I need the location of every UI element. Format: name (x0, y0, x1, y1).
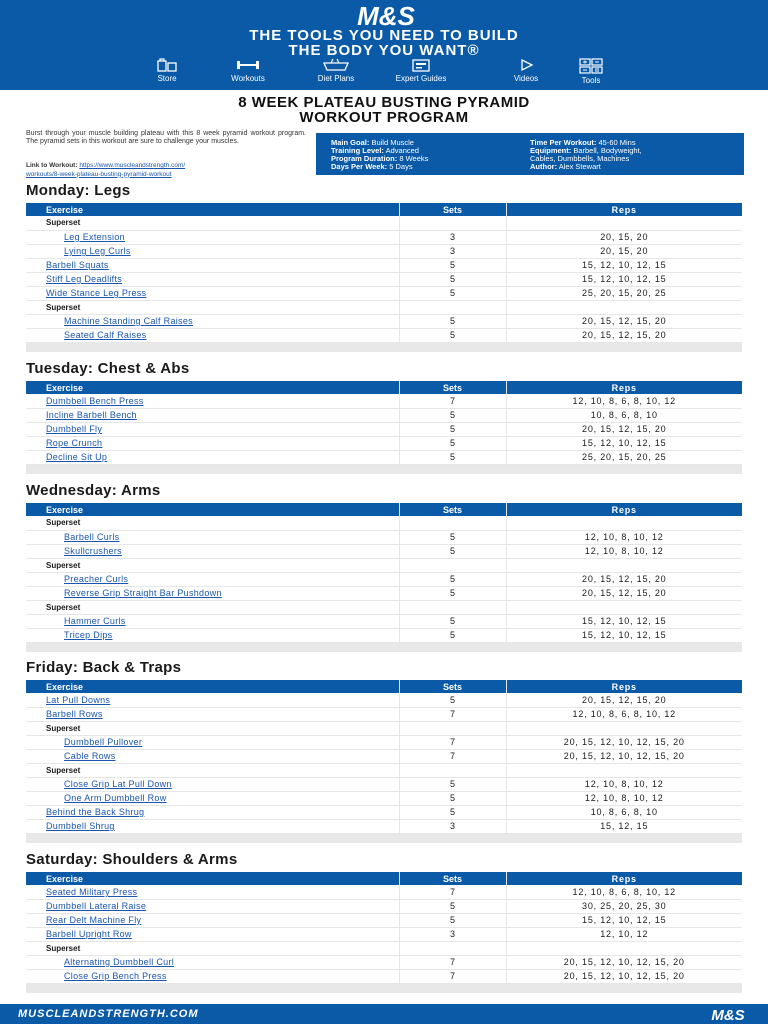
reps-cell (506, 300, 742, 314)
header-sets: Sets (399, 503, 506, 516)
table-row (26, 314, 742, 328)
main-goal-value: Build Muscle (371, 138, 414, 147)
sets-cell: 7 (399, 749, 506, 763)
training-level-label: Training Level: (331, 146, 384, 155)
sets-cell: 3 (399, 244, 506, 258)
reps-cell: 20, 15, 12, 15, 20 (506, 314, 742, 328)
workout-link-url-1[interactable]: https://www.muscleandstrength.com/ (79, 162, 186, 169)
table-row (26, 614, 742, 628)
header-reps: Reps (506, 381, 742, 394)
header-reps: Reps (506, 872, 742, 885)
day-title: Saturday: Shoulders & Arms (26, 851, 238, 868)
table-row (26, 628, 742, 642)
table-row (26, 258, 742, 272)
nav-item-videos[interactable] (504, 58, 548, 83)
header-banner (0, 0, 768, 90)
sets-cell (399, 600, 506, 614)
superset-row (26, 721, 742, 735)
reps-cell (506, 600, 742, 614)
header-reps: Reps (506, 680, 742, 693)
table-header-row (26, 503, 742, 516)
table-row (26, 899, 742, 913)
superset-row (26, 600, 742, 614)
superset-label: Superset (26, 300, 399, 314)
superset-row (26, 216, 742, 230)
diet-plans-icon (321, 58, 351, 72)
sets-cell: 5 (399, 272, 506, 286)
table-row (26, 450, 742, 464)
expert-guides-icon (408, 58, 434, 72)
day-section-friday (26, 660, 742, 843)
exercise-link[interactable]: Close Grip Bench Press (26, 969, 399, 983)
author-label: Author: (530, 162, 558, 171)
tagline-line-1: THE TOOLS YOU NEED TO BUILD (249, 27, 519, 44)
duration-value: 8 Weeks (399, 154, 429, 163)
reps-cell: 10, 8, 6, 8, 10 (506, 805, 742, 819)
exercise-link[interactable]: Seated Calf Raises (26, 328, 399, 342)
nav-item-tools[interactable] (568, 58, 614, 85)
equipment-value-1: Barbell, Bodyweight, (573, 146, 642, 155)
table-row (26, 272, 742, 286)
reps-cell: 12, 10, 8, 6, 8, 10, 12 (506, 394, 742, 408)
exercise-link[interactable]: Dumbbell Pullover (26, 735, 399, 749)
ms-logo-icon[interactable] (336, 3, 436, 29)
exercise-link[interactable]: Alternating Dumbbell Curl (26, 955, 399, 969)
reps-cell: 15, 12, 10, 12, 15 (506, 436, 742, 450)
sets-cell: 5 (399, 777, 506, 791)
reps-cell: 15, 12, 10, 12, 15 (506, 614, 742, 628)
table-header-row (26, 381, 742, 394)
sets-cell: 3 (399, 819, 506, 833)
svg-text:M&S: M&S (357, 3, 415, 29)
header-exercise: Exercise (26, 503, 399, 516)
header-reps: Reps (506, 203, 742, 216)
equipment-label: Equipment: (530, 146, 572, 155)
nav-label-expert-guides: Expert Guides (395, 74, 447, 83)
superset-label: Superset (26, 941, 399, 955)
reps-cell: 20, 15, 12, 10, 12, 15, 20 (506, 749, 742, 763)
reps-cell: 12, 10, 8, 10, 12 (506, 791, 742, 805)
table-row (26, 707, 742, 721)
sets-cell (399, 558, 506, 572)
program-info-box (316, 133, 744, 175)
table-row (26, 544, 742, 558)
header-exercise: Exercise (26, 680, 399, 693)
sets-cell: 5 (399, 899, 506, 913)
nav-item-store[interactable] (147, 58, 187, 83)
sets-cell: 5 (399, 913, 506, 927)
table-row (26, 969, 742, 983)
day-title: Wednesday: Arms (26, 482, 161, 499)
reps-cell: 12, 10, 8, 6, 8, 10, 12 (506, 885, 742, 899)
exercise-link[interactable]: Tricep Dips (26, 628, 399, 642)
sets-cell: 3 (399, 230, 506, 244)
reps-cell: 20, 15, 20 (506, 244, 742, 258)
table-row (26, 735, 742, 749)
exercise-link[interactable]: Hammer Curls (26, 614, 399, 628)
sets-cell (399, 516, 506, 530)
day-title: Monday: Legs (26, 182, 131, 199)
sets-cell: 5 (399, 693, 506, 707)
exercise-table (26, 872, 742, 993)
footer-bar (0, 1004, 768, 1024)
footer-ms-logo-icon[interactable] (700, 1007, 756, 1022)
exercise-link[interactable]: Stiff Leg Deadlifts (26, 272, 399, 286)
sets-cell: 5 (399, 286, 506, 300)
table-row (26, 955, 742, 969)
superset-row (26, 941, 742, 955)
svg-text:M&S: M&S (711, 1007, 745, 1022)
table-footer-row (26, 464, 742, 474)
nav-label-videos: Videos (513, 74, 539, 83)
reps-cell (506, 721, 742, 735)
superset-label: Superset (26, 763, 399, 777)
header-sets: Sets (399, 680, 506, 693)
exercise-table (26, 203, 742, 352)
sets-cell: 5 (399, 450, 506, 464)
sets-cell: 5 (399, 530, 506, 544)
reps-cell (506, 516, 742, 530)
superset-label: Superset (26, 558, 399, 572)
reps-cell: 20, 15, 12, 10, 12, 15, 20 (506, 735, 742, 749)
reps-cell: 12, 10, 8, 10, 12 (506, 530, 742, 544)
reps-cell: 30, 25, 20, 25, 30 (506, 899, 742, 913)
table-header-row (26, 680, 742, 693)
sets-cell: 7 (399, 735, 506, 749)
title-line-2: WORKOUT PROGRAM (299, 109, 469, 126)
sets-cell: 7 (399, 707, 506, 721)
sets-cell: 5 (399, 586, 506, 600)
sets-cell: 7 (399, 969, 506, 983)
day-section-wednesday (26, 483, 742, 652)
exercise-link[interactable]: Lat Pull Downs (26, 693, 399, 707)
sets-cell: 5 (399, 422, 506, 436)
exercise-link[interactable]: Barbell Upright Row (26, 927, 399, 941)
superset-row (26, 300, 742, 314)
exercise-link[interactable]: Barbell Curls (26, 530, 399, 544)
table-footer-row (26, 642, 742, 652)
reps-cell: 20, 15, 12, 10, 12, 15, 20 (506, 955, 742, 969)
table-row (26, 530, 742, 544)
day-section-monday (26, 183, 742, 352)
exercise-link[interactable]: Behind the Back Shrug (26, 805, 399, 819)
table-row (26, 819, 742, 833)
exercise-link[interactable]: Preacher Curls (26, 572, 399, 586)
exercise-link[interactable]: Barbell Squats (26, 258, 399, 272)
nav-item-workouts[interactable] (218, 58, 278, 83)
reps-cell (506, 216, 742, 230)
workout-link-block (26, 162, 316, 179)
reps-cell (506, 763, 742, 777)
reps-cell: 15, 12, 10, 12, 15 (506, 258, 742, 272)
superset-label: Superset (26, 216, 399, 230)
nav-label-workouts: Workouts (231, 74, 265, 83)
exercise-link[interactable]: Dumbbell Shrug (26, 819, 399, 833)
exercise-link[interactable]: Decline Sit Up (26, 450, 399, 464)
reps-cell: 15, 12, 15 (506, 819, 742, 833)
nav-label-diet-plans: Diet Plans (317, 74, 355, 83)
table-footer-cell (26, 642, 742, 652)
sets-cell: 5 (399, 436, 506, 450)
superset-label: Superset (26, 600, 399, 614)
reps-cell: 20, 15, 12, 15, 20 (506, 693, 742, 707)
table-header-row (26, 872, 742, 885)
table-row (26, 230, 742, 244)
day-title: Tuesday: Chest & Abs (26, 360, 190, 377)
header-sets: Sets (399, 381, 506, 394)
reps-cell: 15, 12, 10, 12, 15 (506, 628, 742, 642)
reps-cell: 20, 15, 12, 15, 20 (506, 572, 742, 586)
sets-cell: 5 (399, 614, 506, 628)
main-goal-label: Main Goal: (331, 138, 370, 147)
exercise-link[interactable]: Rear Delt Machine Fly (26, 913, 399, 927)
exercise-link[interactable]: One Arm Dumbbell Row (26, 791, 399, 805)
header-exercise: Exercise (26, 872, 399, 885)
sets-cell: 7 (399, 955, 506, 969)
exercise-link[interactable]: Dumbbell Lateral Raise (26, 899, 399, 913)
exercise-link[interactable]: Cable Rows (26, 749, 399, 763)
reps-cell (506, 941, 742, 955)
header-nav (0, 58, 768, 88)
table-row (26, 586, 742, 600)
reps-cell: 15, 12, 10, 12, 15 (506, 913, 742, 927)
header-tagline (0, 28, 768, 58)
exercise-link[interactable]: Incline Barbell Bench (26, 408, 399, 422)
day-section-tuesday (26, 361, 742, 474)
header-sets: Sets (399, 203, 506, 216)
reps-cell: 12, 10, 8, 10, 12 (506, 544, 742, 558)
reps-cell: 25, 20, 15, 20, 25 (506, 286, 742, 300)
days-label: Days Per Week: (331, 162, 388, 171)
time-value: 45-60 Mins (598, 138, 636, 147)
reps-cell (506, 558, 742, 572)
exercise-link[interactable]: Rope Crunch (26, 436, 399, 450)
day-section-saturday (26, 852, 742, 993)
sets-cell (399, 216, 506, 230)
sets-cell: 5 (399, 805, 506, 819)
sets-cell: 7 (399, 394, 506, 408)
table-footer-cell (26, 464, 742, 474)
reps-cell: 20, 15, 20 (506, 230, 742, 244)
day-title: Friday: Back & Traps (26, 659, 182, 676)
sets-cell: 5 (399, 258, 506, 272)
table-footer-cell (26, 983, 742, 993)
workout-link-label: Link to Workout: (26, 162, 78, 169)
page-title (0, 95, 768, 125)
nav-label-store: Store (157, 74, 177, 83)
exercise-link[interactable]: Close Grip Lat Pull Down (26, 777, 399, 791)
sets-cell: 5 (399, 328, 506, 342)
table-row (26, 913, 742, 927)
reps-cell: 25, 20, 15, 20, 25 (506, 450, 742, 464)
table-row (26, 408, 742, 422)
superset-row (26, 763, 742, 777)
sets-cell (399, 721, 506, 735)
table-row (26, 927, 742, 941)
header-sets: Sets (399, 872, 506, 885)
superset-label: Superset (26, 516, 399, 530)
sets-cell: 5 (399, 544, 506, 558)
duration-label: Program Duration: (331, 154, 398, 163)
sets-cell: 5 (399, 791, 506, 805)
training-level-value: Advanced (385, 146, 419, 155)
table-header-row (26, 203, 742, 216)
exercise-table (26, 381, 742, 474)
exercise-link[interactable]: Barbell Rows (26, 707, 399, 721)
reps-cell: 20, 15, 12, 10, 12, 15, 20 (506, 969, 742, 983)
store-icon (156, 58, 178, 72)
table-footer-cell (26, 342, 742, 352)
reps-cell: 15, 12, 10, 12, 15 (506, 272, 742, 286)
intro-text: Burst through your muscle building plateau with this 8 week pyramid workout program. The pyramid sets in this workout are sure to challenge your muscles. (26, 130, 306, 145)
author-value: Alex Stewart (558, 162, 601, 171)
sets-cell (399, 763, 506, 777)
sets-cell: 5 (399, 314, 506, 328)
exercise-link[interactable]: Reverse Grip Straight Bar Pushdown (26, 586, 399, 600)
nav-item-expert-guides[interactable] (390, 58, 452, 83)
info-column-left (331, 139, 428, 171)
table-row (26, 777, 742, 791)
header-exercise: Exercise (26, 203, 399, 216)
exercise-link[interactable]: Machine Standing Calf Raises (26, 314, 399, 328)
sets-cell: 7 (399, 885, 506, 899)
footer-url[interactable]: MUSCLEANDSTRENGTH.COM (18, 1008, 199, 1020)
table-row (26, 436, 742, 450)
exercise-link[interactable]: Dumbbell Fly (26, 422, 399, 436)
tools-icon (578, 58, 604, 74)
table-row (26, 422, 742, 436)
table-row (26, 328, 742, 342)
sets-cell (399, 941, 506, 955)
tagline-line-2: THE BODY YOU WANT® (288, 42, 480, 59)
sets-cell: 5 (399, 408, 506, 422)
videos-icon (516, 58, 536, 72)
table-footer-cell (26, 833, 742, 843)
table-row (26, 286, 742, 300)
days-value: 5 Days (389, 162, 413, 171)
exercise-link[interactable]: Skullcrushers (26, 544, 399, 558)
reps-cell: 10, 8, 6, 8, 10 (506, 408, 742, 422)
table-row (26, 572, 742, 586)
reps-cell: 20, 15, 12, 15, 20 (506, 586, 742, 600)
reps-cell: 20, 15, 12, 15, 20 (506, 422, 742, 436)
title-line-1: 8 WEEK PLATEAU BUSTING PYRAMID (238, 94, 530, 111)
workouts-icon (235, 58, 261, 72)
superset-label: Superset (26, 721, 399, 735)
table-row (26, 749, 742, 763)
reps-cell: 12, 10, 8, 10, 12 (506, 777, 742, 791)
table-row (26, 805, 742, 819)
table-row (26, 244, 742, 258)
time-label: Time Per Workout: (530, 138, 597, 147)
table-footer-row (26, 833, 742, 843)
info-column-right (530, 139, 642, 171)
table-footer-row (26, 342, 742, 352)
header-reps: Reps (506, 503, 742, 516)
superset-row (26, 558, 742, 572)
reps-cell: 12, 10, 8, 6, 8, 10, 12 (506, 707, 742, 721)
nav-item-diet-plans[interactable] (304, 58, 368, 83)
table-row (26, 885, 742, 899)
header-exercise: Exercise (26, 381, 399, 394)
exercise-link[interactable]: Lying Leg Curls (26, 244, 399, 258)
exercise-table (26, 680, 742, 843)
table-row (26, 791, 742, 805)
sets-cell: 3 (399, 927, 506, 941)
exercise-link[interactable]: Leg Extension (26, 230, 399, 244)
sets-cell: 5 (399, 572, 506, 586)
table-footer-row (26, 983, 742, 993)
equipment-value-2: Cables, Dumbbells, Machines (530, 154, 630, 163)
reps-cell: 20, 15, 12, 15, 20 (506, 328, 742, 342)
superset-row (26, 516, 742, 530)
exercise-link[interactable]: Seated Military Press (26, 885, 399, 899)
exercise-table (26, 503, 742, 652)
table-row (26, 394, 742, 408)
sets-cell (399, 300, 506, 314)
nav-label-tools: Tools (581, 76, 601, 85)
reps-cell: 12, 10, 12 (506, 927, 742, 941)
workout-link-url-2[interactable]: workouts/8-week-plateau-busting-pyramid-workout (26, 170, 172, 178)
exercise-link[interactable]: Wide Stance Leg Press (26, 286, 399, 300)
exercise-link[interactable]: Dumbbell Bench Press (26, 394, 399, 408)
table-row (26, 693, 742, 707)
sets-cell: 5 (399, 628, 506, 642)
